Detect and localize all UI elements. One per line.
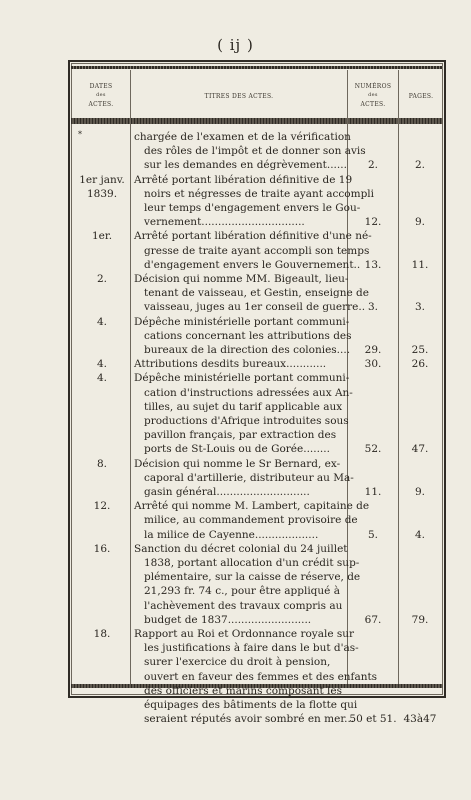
header-numeros-line1: NUMÉROS: [354, 83, 392, 90]
row-title-line: surer l'exercice du droit à pension,: [144, 656, 331, 669]
row-title-line: gresse de traite ayant accompli son temps: [144, 244, 370, 257]
row-page: 26.: [411, 358, 429, 371]
row-title-line: pavillon français, par extraction des: [144, 429, 337, 442]
row-act-number: 5.: [367, 528, 379, 541]
row-page: 43à47: [403, 713, 437, 726]
row-act-number: 50 et 51.: [349, 713, 397, 726]
header-top-rule: [71, 66, 443, 69]
row-act-number: 29.: [364, 344, 382, 356]
row-title-line: Attributions desdits bureaux............: [134, 358, 327, 371]
row-date: 18.: [93, 628, 111, 640]
row-title-line: tilles, au sujet du tarif applicable aux: [144, 400, 343, 413]
row-act-number: 52.: [364, 443, 382, 456]
row-title: [134, 272, 369, 315]
row-title-line: tenant de vaisseau, et Gestin, enseigne de: [144, 287, 369, 300]
header-dates-line3: ACTES.: [88, 101, 114, 108]
row-page: 3.: [414, 301, 426, 314]
row-title-line: Décision qui nomme MM. Bigeault, lieu-: [134, 273, 349, 285]
row-title-line: Arrêté portant libération définitive de 19: [134, 173, 353, 186]
row-title-line: la milice de Cayenne...................: [144, 528, 319, 541]
row-title: [134, 357, 346, 371]
row-title-line: leur temps d'engagement envers le Gou-: [144, 202, 361, 214]
row-title-line: gasin général............................: [144, 486, 310, 498]
row-date: 2.: [96, 273, 108, 285]
row-title-line: vernement...............................: [144, 216, 305, 229]
page-number: ( ij ): [217, 36, 254, 54]
row-page: 9.: [414, 486, 426, 498]
row-date: 4.: [96, 372, 108, 385]
row-act-number: 13.: [364, 258, 382, 271]
row-title: [134, 130, 366, 173]
row-act-number: 12.: [364, 216, 382, 229]
row-title: [134, 229, 372, 272]
row-title-line: Arrêté qui nomme M. Lambert, capitaine de: [134, 500, 370, 513]
row-title-line: des officiers et marins composant les: [144, 684, 342, 697]
row-title-line: équipages des bâtiments de la flotte qui: [144, 699, 358, 712]
row-title-line: plémentaire, sur la caisse de réserve, de: [144, 571, 361, 584]
row-title-line: l'achèvement des travaux compris au: [144, 599, 343, 612]
row-date: 1er.: [91, 230, 113, 243]
row-title-line: cation d'instructions adressées aux An-: [144, 386, 353, 399]
header-titres: TITRES DES ACTES.: [204, 93, 274, 100]
row-title-line: seraient réputés avoir sombré en mer...: [144, 713, 355, 726]
row-title-line: Décision qui nomme le Sr Bernard, ex-: [134, 457, 341, 470]
row-date: 8.: [96, 457, 108, 470]
row-title-line: vaisseau, juges au 1er conseil de guerre..: [144, 301, 366, 314]
row-title: [134, 371, 353, 456]
header-bottom-rule: [71, 118, 443, 124]
row-title-line: Sanction du décret colonial du 24 juillet: [134, 542, 348, 555]
row-title-line: 21,293 fr. 74 c., pour être appliqué à: [144, 585, 340, 598]
header-dates-line1: DATES: [89, 83, 113, 90]
row-date: 4.: [96, 315, 108, 328]
header-numeros: [348, 82, 398, 109]
row-page: 2.: [414, 159, 426, 172]
row-date-year: 1839.: [86, 187, 118, 200]
row-title-line: les justifications à faire dans le but d'as-: [144, 642, 359, 655]
row-act-number: 67.: [364, 613, 382, 626]
row-title: [134, 542, 361, 627]
row-title: [134, 315, 352, 358]
row-title-line: ouvert en faveur des femmes et des enfants: [144, 670, 378, 683]
row-page: 9.: [414, 216, 426, 229]
row-title-line: ports de St-Louis ou de Gorée........: [144, 443, 330, 456]
row-page: 79.: [411, 613, 429, 626]
row-title-line: des rôles de l'impôt et de donner son avis: [144, 145, 366, 158]
row-title-line: milice, au commandement provisoire de: [144, 514, 358, 527]
row-act-number: 3.: [367, 301, 379, 314]
row-act-number: 11.: [364, 486, 382, 498]
header-numeros-line2: des: [368, 92, 378, 98]
header-pages: PAGES.: [408, 93, 434, 100]
row-page: 11.: [411, 258, 429, 271]
row-title-line: Dépêche ministérielle portant communi-: [134, 372, 350, 385]
row-page: 47.: [411, 443, 429, 456]
header-dates: [72, 82, 130, 109]
row-title-line: budget de 1837.........................: [144, 613, 312, 626]
row-title-line: cations concernant les attributions des: [144, 329, 352, 342]
row-date: 16.: [93, 542, 111, 555]
margin-mark: *: [78, 130, 82, 139]
row-title-line: d'engagement envers le Gouvernement..: [144, 258, 361, 271]
row-act-number: 30.: [364, 358, 382, 371]
row-title: [134, 457, 354, 500]
row-title: [134, 499, 370, 542]
row-title-line: caporal d'artillerie, distributeur au Ma-: [144, 471, 354, 484]
row-title-line: 1838, portant allocation d'un crédit sup-: [144, 557, 360, 569]
column-divider-dates: [130, 70, 131, 684]
row-title-line: Rapport au Roi et Ordonnance royale sur: [134, 628, 355, 640]
row-date: 4.: [96, 358, 108, 371]
row-title-line: sur les demandes en dégrèvement......: [144, 159, 347, 172]
row-act-number: 2.: [367, 159, 379, 172]
row-title-line: noirs et négresses de traite ayant accompli: [144, 187, 375, 200]
row-date: 12.: [93, 500, 111, 513]
row-title-line: productions d'Afrique introduites sous: [144, 415, 349, 427]
header-dates-line2: des: [96, 92, 106, 98]
row-date: 1er janv.: [79, 173, 125, 186]
row-title-line: Arrêté portant libération définitive d'une né-: [134, 230, 372, 243]
row-title-line: bureaux de la direction des colonies....: [144, 344, 351, 356]
row-page: 25.: [411, 344, 429, 356]
header-numeros-line3: ACTES.: [360, 101, 386, 108]
row-page: 4.: [414, 528, 426, 541]
row-title-line: Dépêche ministérielle portant communi-: [134, 315, 350, 328]
row-title-line: chargée de l'examen et de la vérification: [134, 131, 351, 143]
